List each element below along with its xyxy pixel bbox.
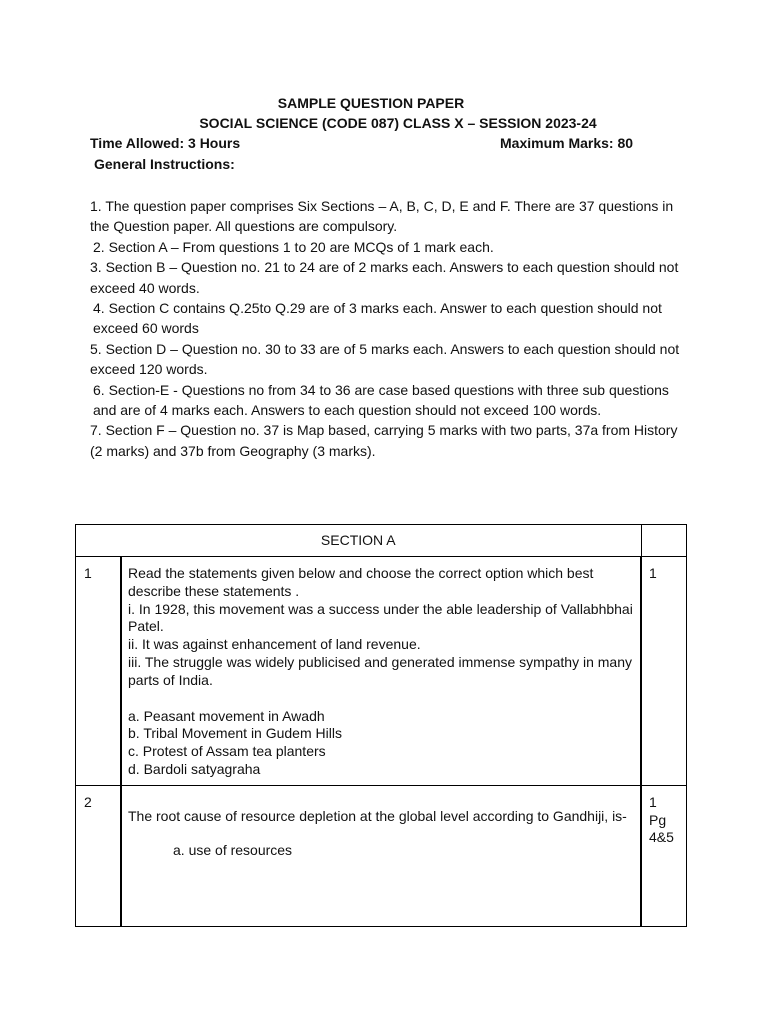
section-marks-cell	[641, 525, 687, 557]
statement: i. In 1928, this movement was a success under the able leadership of Vallabhbhai Patel.	[128, 600, 633, 635]
paper-title: SAMPLE QUESTION PAPER	[277, 95, 465, 111]
maximum-marks: Maximum Marks: 80	[500, 135, 634, 151]
section-header-row	[76, 525, 687, 557]
option: d. Bardoli satyagraha	[128, 760, 261, 777]
question-table	[75, 524, 687, 927]
marks-value: 1	[649, 793, 657, 810]
instruction-item: 1. The question paper comprises Six Sections – A, B, C, D, E and F. There are 37 questions in the Question paper. All questions are compulsory.	[90, 198, 674, 235]
option: a. use of resources	[173, 841, 293, 858]
instruction-item: 5. Section D – Question no. 30 to 33 are of 5 marks each. Answers to each question should not exceed 120 words.	[90, 340, 680, 378]
statement: ii. It was against enhancement of land revenue.	[128, 636, 421, 653]
instruction-item: 4. Section C contains Q.25to Q.29 are of 3 marks each. Answer to each question should not exceed 60 words	[93, 300, 662, 337]
question-body	[121, 557, 641, 786]
general-instructions-heading: General Instructions:	[94, 156, 235, 172]
question-stem: Read the statements given below and choose the correct option which best describe these statements .	[128, 565, 594, 599]
question-row	[76, 557, 687, 786]
instruction-item: 6. Section-E - Questions no from 34 to 36 are case based questions with three sub questions and are of 4 marks each. Answers to each question should not exceed 100 words.	[93, 381, 669, 419]
instruction-item: 3. Section B – Question no. 21 to 24 are of 2 marks each. Answers to each question should not exceed 40 words.	[90, 259, 679, 296]
question-number: 2	[76, 785, 122, 926]
statement: iii. The struggle was widely publicised and generated immense sympathy in many parts of India.	[128, 653, 632, 688]
question-stem: The root cause of resource depletion at the global level according to Gandhiji, is-	[128, 807, 627, 824]
option: b. Tribal Movement in Gudem Hills	[128, 725, 342, 742]
instruction-item: 2. Section A – From questions 1 to 20 are MCQs of 1 mark each.	[93, 238, 494, 255]
option: a. Peasant movement in Awadh	[128, 707, 325, 724]
question-marks: 1	[641, 557, 687, 786]
option: c. Protest of Assam tea planters	[128, 743, 326, 760]
page-reference: Pg	[649, 811, 667, 828]
question-row	[76, 785, 687, 926]
time-allowed: Time Allowed: 3 Hours	[90, 135, 241, 151]
paper-subtitle: SOCIAL SCIENCE (CODE 087) CLASS X – SESSION 2023-24	[199, 115, 597, 131]
question-number: 1	[76, 557, 122, 786]
section-label: SECTION A	[76, 525, 642, 557]
question-marks	[641, 785, 687, 926]
instruction-item: 7. Section F – Question no. 37 is Map based, carrying 5 marks with two parts, 37a from History (2 marks) and 37b from Geography (3 marks).	[90, 422, 678, 459]
page-reference: 4&5	[649, 829, 674, 846]
question-body	[121, 785, 641, 926]
instructions-list	[90, 196, 680, 461]
